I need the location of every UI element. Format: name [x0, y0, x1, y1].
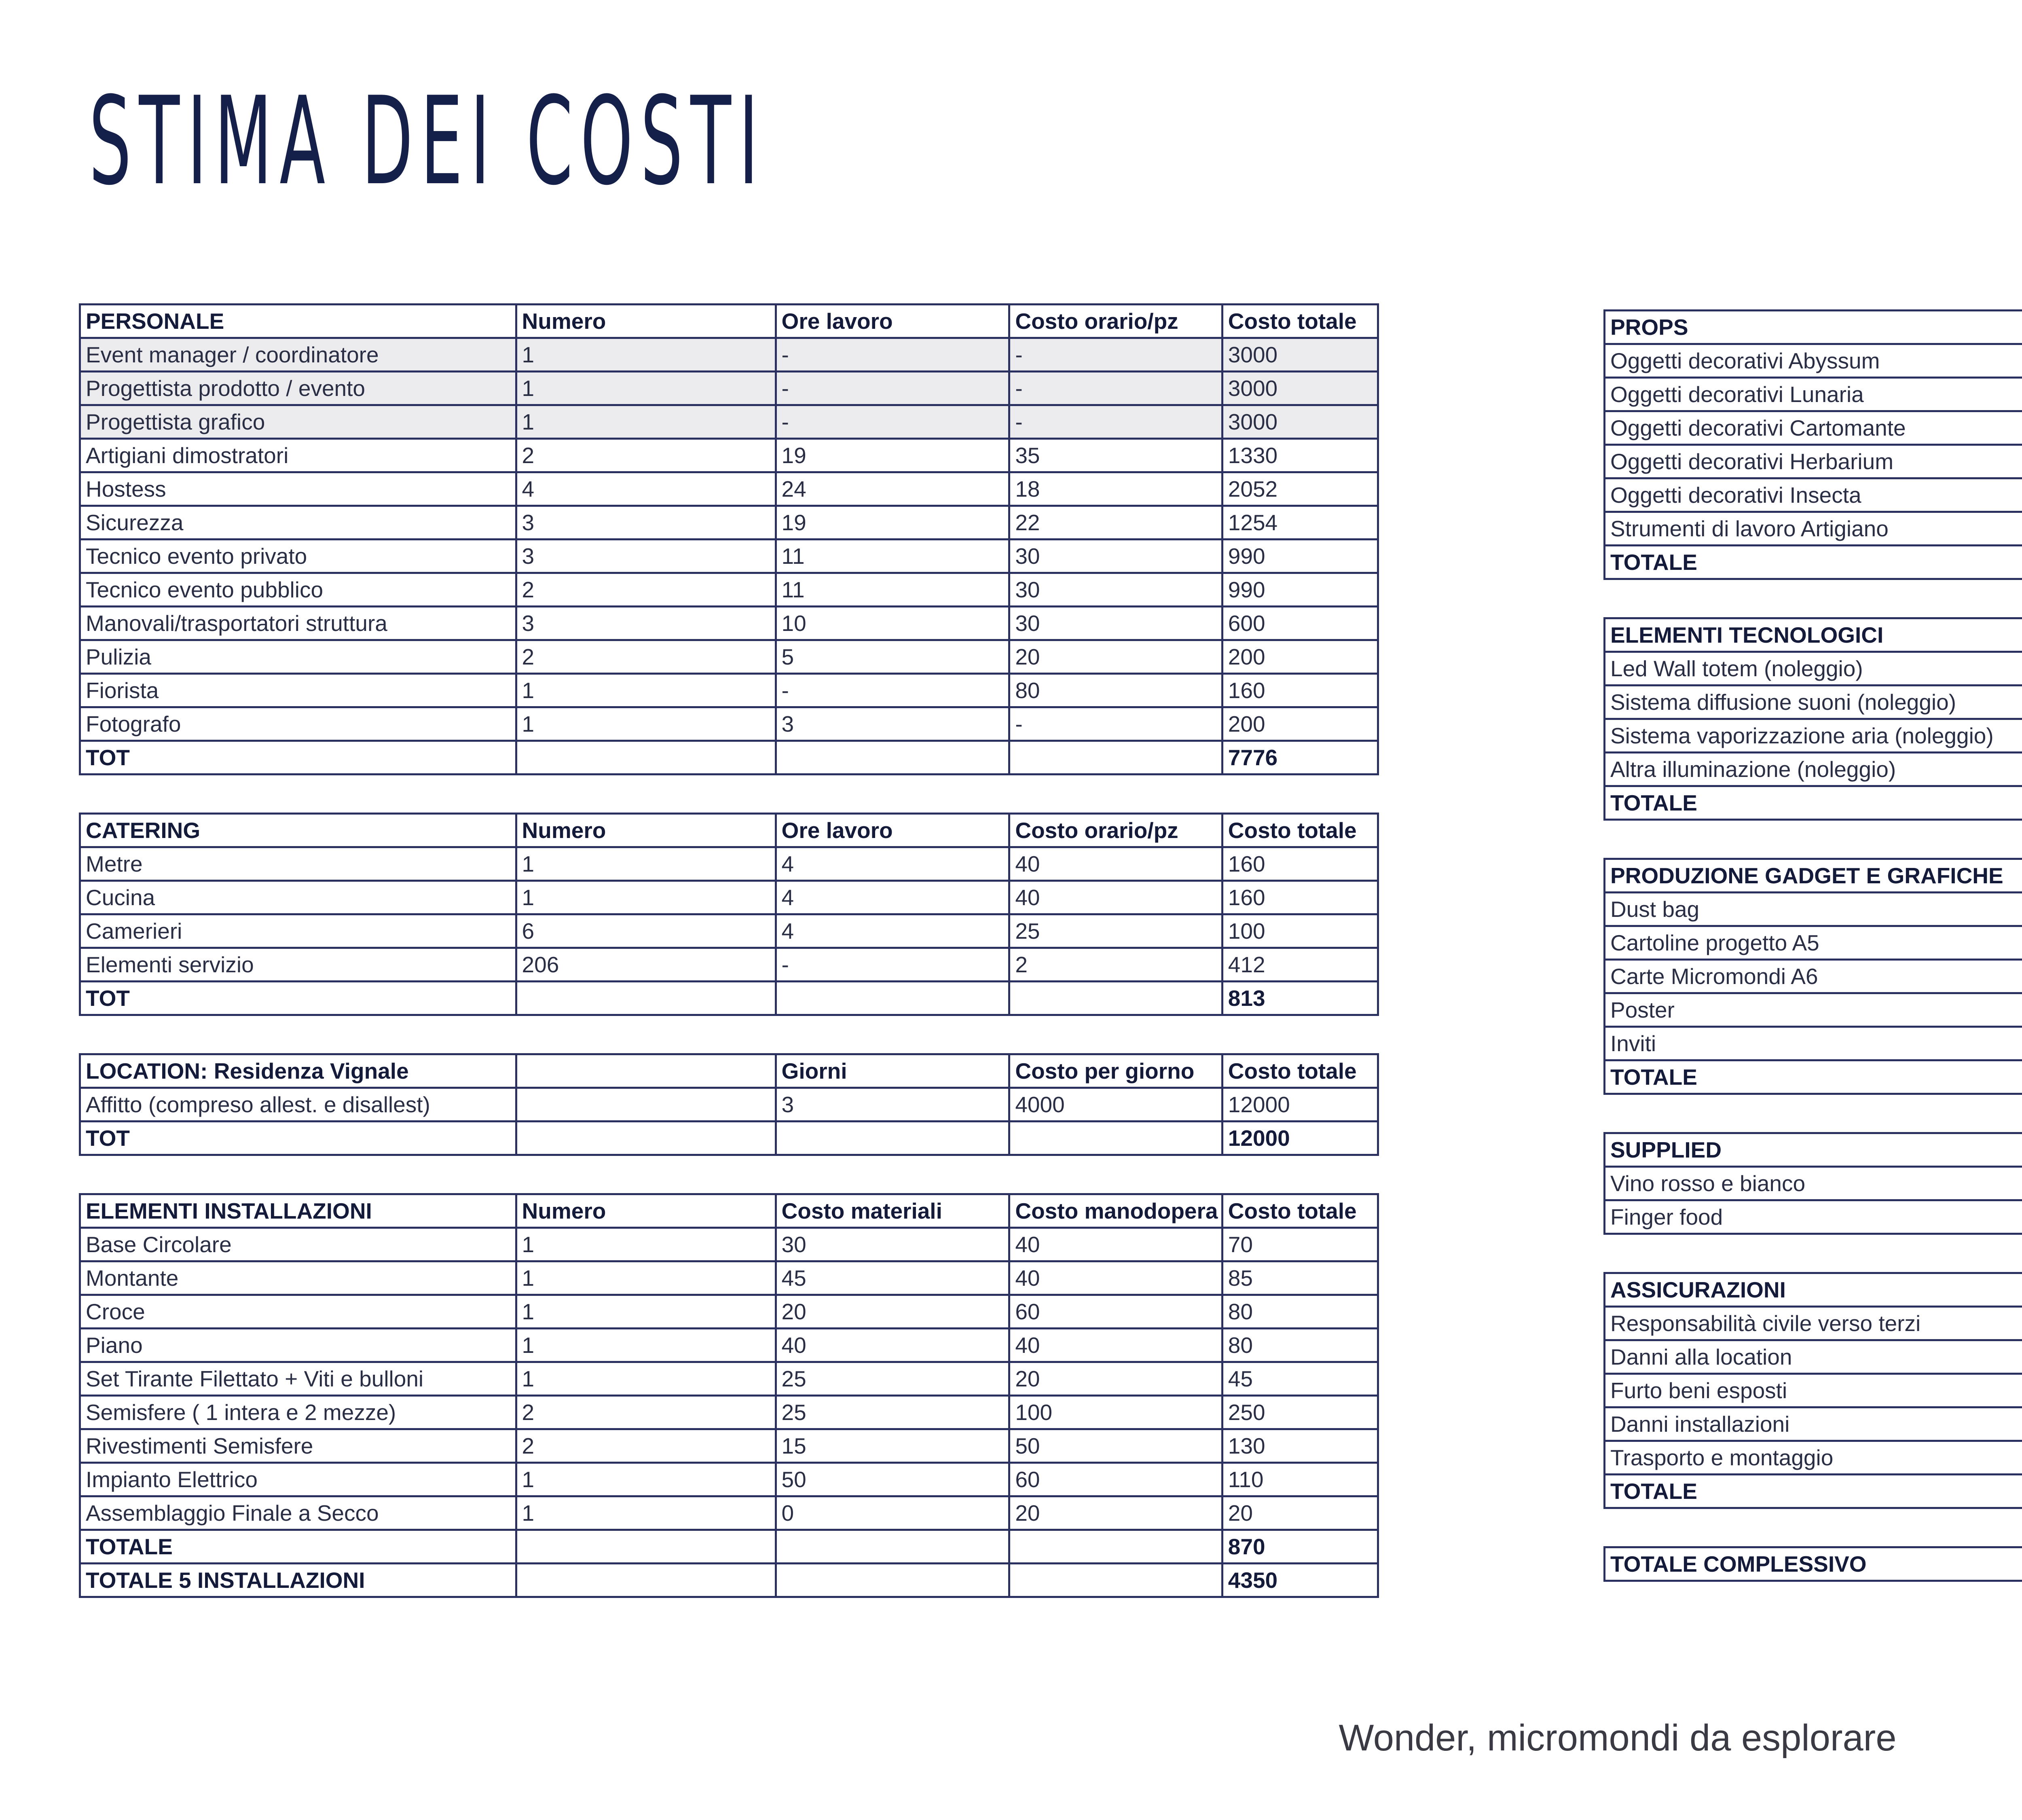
table-row [80, 338, 1378, 372]
table-cell: 4000 [1009, 1088, 1222, 1122]
table-cell: 4 [776, 914, 1009, 948]
table-cell: 3000 [1222, 372, 1378, 405]
table-cell [1009, 982, 1222, 1015]
table-cell: Costo orario/pz [1009, 305, 1222, 338]
table-header-row [1605, 618, 2022, 652]
table-cell [776, 982, 1009, 1015]
table-header-row [1605, 859, 2022, 893]
table-row [1605, 1340, 2022, 1374]
table-row [1605, 1200, 2022, 1234]
table-catering [79, 813, 1379, 1016]
table-cell: 3 [516, 540, 776, 573]
table-row [80, 1228, 1378, 1261]
table-row [80, 1396, 1378, 1429]
table-cell: 4 [516, 472, 776, 506]
table-cell: Elementi servizio [80, 948, 516, 982]
table-row [80, 707, 1378, 741]
table-gadget [1603, 858, 2022, 1095]
table-cell: 1 [516, 405, 776, 439]
table-row [80, 1329, 1378, 1362]
table-row [80, 573, 1378, 607]
table-cell: 24 [776, 472, 1009, 506]
table-row [80, 1088, 1378, 1122]
table-cell: PERSONALE [80, 305, 516, 338]
table-cell: 990 [1222, 573, 1378, 607]
table-cell: 200 [1222, 707, 1378, 741]
table-row [80, 914, 1378, 948]
table-cell: 1 [516, 1362, 776, 1396]
table-cell: 160 [1222, 674, 1378, 707]
table-cell: Camerieri [80, 914, 516, 948]
table-cell: 1 [516, 881, 776, 914]
table-cell: 2 [516, 1396, 776, 1429]
table-row [1605, 411, 2022, 445]
table-cell: Metre [80, 847, 516, 881]
table-cell: Oggetti decorativi Abyssum [1605, 344, 2022, 378]
table-row [80, 439, 1378, 472]
table-cell: 12000 [1222, 1088, 1378, 1122]
table-cell [516, 1122, 776, 1155]
table-cell: Cucina [80, 881, 516, 914]
table-row [80, 1463, 1378, 1496]
table-cell: 20 [1009, 1362, 1222, 1396]
table-cell: Rivestimenti Semisfere [80, 1429, 516, 1463]
table-cell [516, 1088, 776, 1122]
table-cell: 11 [776, 573, 1009, 607]
table-cell: TOTALE [1605, 546, 2022, 579]
table-cell: 1 [516, 1329, 776, 1362]
table-cell: 30 [776, 1228, 1009, 1261]
table-cell: Vino rosso e bianco [1605, 1167, 2022, 1200]
table-row [1605, 993, 2022, 1027]
table-cell [1009, 1530, 1222, 1564]
table-cell: ELEMENTI TECNOLOGICI [1605, 618, 2022, 652]
table-cell: 1 [516, 1463, 776, 1496]
table-cell: 25 [776, 1396, 1009, 1429]
table-row [80, 881, 1378, 914]
table-row [80, 607, 1378, 640]
table-totale-complessivo [1603, 1546, 2022, 1582]
table-cell: 19 [776, 506, 1009, 540]
table-cell: TOTALE [1605, 1475, 2022, 1508]
table-cell: 80 [1222, 1295, 1378, 1329]
table-cell: 22 [1009, 506, 1222, 540]
table-cell: Hostess [80, 472, 516, 506]
table-cell: Costo totale [1222, 814, 1378, 847]
table-cell: 200 [1222, 640, 1378, 674]
table-cell [516, 1054, 776, 1088]
table-cell: 250 [1222, 1396, 1378, 1429]
table-cell: Sicurezza [80, 506, 516, 540]
table-cell: 3 [516, 506, 776, 540]
table-cell: - [1009, 338, 1222, 372]
table-row [1605, 960, 2022, 993]
table-cell: 2 [516, 573, 776, 607]
table-cell: Croce [80, 1295, 516, 1329]
table-cell: Pulizia [80, 640, 516, 674]
table-row [1605, 512, 2022, 546]
table-row [1605, 719, 2022, 753]
table-cell: 60 [1009, 1463, 1222, 1496]
table-cell: 4 [776, 881, 1009, 914]
table-cell: Altra illuminazione (noleggio) [1605, 753, 2022, 786]
table-cell: ASSICURAZIONI [1605, 1273, 2022, 1307]
table-cell: 25 [776, 1362, 1009, 1396]
table-cell: 40 [1009, 1329, 1222, 1362]
table-cell: 160 [1222, 881, 1378, 914]
table-cell: 2 [516, 439, 776, 472]
table-cell [516, 982, 776, 1015]
table-cell: Semisfere ( 1 intera e 2 mezze) [80, 1396, 516, 1429]
table-row [1605, 686, 2022, 719]
table-cell: TOT [80, 982, 516, 1015]
right-column [1603, 309, 2022, 1619]
table-cell: 2 [1009, 948, 1222, 982]
table-header-row [80, 1054, 1378, 1088]
table-cell: 80 [1009, 674, 1222, 707]
table-row [80, 405, 1378, 439]
table-header-row [1605, 1133, 2022, 1167]
table-cell: 206 [516, 948, 776, 982]
table-cell: 990 [1222, 540, 1378, 573]
table-cell: Danni installazioni [1605, 1407, 2022, 1441]
table-cell: 30 [1009, 540, 1222, 573]
table-cell: Affitto (compreso allest. e disallest) [80, 1088, 516, 1122]
table-header-row [1605, 1273, 2022, 1307]
table-row [80, 847, 1378, 881]
table-row [1605, 1374, 2022, 1407]
table-header-row [80, 814, 1378, 847]
table-cell: 1 [516, 1228, 776, 1261]
table-cell: 4350 [1222, 1564, 1378, 1597]
table-cell: Danni alla location [1605, 1340, 2022, 1374]
table-row [80, 472, 1378, 506]
table-tecnologici [1603, 617, 2022, 821]
table-installazioni [79, 1193, 1379, 1598]
table-location [79, 1053, 1379, 1156]
table-cell: TOT [80, 1122, 516, 1155]
table-cell: Sistema vaporizzazione aria (noleggio) [1605, 719, 2022, 753]
table-cell: 600 [1222, 607, 1378, 640]
table-cell: Impianto Elettrico [80, 1463, 516, 1496]
table-cell: - [776, 338, 1009, 372]
table-cell: 12000 [1222, 1122, 1378, 1155]
table-cell: 50 [776, 1463, 1009, 1496]
table-row [1605, 344, 2022, 378]
table-row [1605, 378, 2022, 411]
table-row [1605, 652, 2022, 686]
table-cell: 20 [776, 1295, 1009, 1329]
table-cell: Led Wall totem (noleggio) [1605, 652, 2022, 686]
table-cell: 40 [1009, 881, 1222, 914]
table-cell: Tecnico evento privato [80, 540, 516, 573]
table-cell: Cartoline progetto A5 [1605, 926, 2022, 960]
table-cell: Costo orario/pz [1009, 814, 1222, 847]
table-row [80, 1362, 1378, 1396]
table-cell: 4 [776, 847, 1009, 881]
table-row [1605, 926, 2022, 960]
table-cell: Carte Micromondi A6 [1605, 960, 2022, 993]
table-total-row [1605, 1475, 2022, 1508]
table-cell: 20 [1009, 640, 1222, 674]
table-cell: ELEMENTI INSTALLAZIONI [80, 1194, 516, 1228]
table-cell: 11 [776, 540, 1009, 573]
table-cell: Fiorista [80, 674, 516, 707]
table-cell: Base Circolare [80, 1228, 516, 1261]
table-header-row [80, 1194, 1378, 1228]
table-cell [776, 1564, 1009, 1597]
page-title: STIMA DEI COSTI [89, 71, 766, 212]
table-cell: 3 [776, 707, 1009, 741]
table-row [1605, 1307, 2022, 1340]
table-row [1605, 1027, 2022, 1060]
table-cell [516, 1530, 776, 1564]
table-cell: PROPS [1605, 311, 2022, 344]
table-cell: 70 [1222, 1228, 1378, 1261]
table-cell: 160 [1222, 847, 1378, 881]
table-cell: 3000 [1222, 338, 1378, 372]
table-assicurazioni [1603, 1272, 2022, 1509]
table-cell [1009, 1564, 1222, 1597]
table-cell: 2 [516, 640, 776, 674]
table-cell: 40 [1009, 847, 1222, 881]
table-cell: - [1009, 405, 1222, 439]
table-row [80, 506, 1378, 540]
table-cell: Giorni [776, 1054, 1009, 1088]
table-total-row [80, 1564, 1378, 1597]
table-cell: TOT [80, 741, 516, 775]
table-cell: 25 [1009, 914, 1222, 948]
table-row [80, 1261, 1378, 1295]
table-cell: 6 [516, 914, 776, 948]
table-cell: 2 [516, 1429, 776, 1463]
table-cell: CATERING [80, 814, 516, 847]
table-personale [79, 303, 1379, 775]
table-row [1605, 1441, 2022, 1475]
table-row [1605, 478, 2022, 512]
table-cell: - [776, 948, 1009, 982]
table-cell: TOTALE 5 INSTALLAZIONI [80, 1564, 516, 1597]
table-cell: Artigiani dimostratori [80, 439, 516, 472]
table-cell: 1 [516, 1261, 776, 1295]
table-cell: Costo totale [1222, 305, 1378, 338]
table-cell: SUPPLIED [1605, 1133, 2022, 1167]
table-cell: 85 [1222, 1261, 1378, 1295]
table-cell: Sistema diffusione suoni (noleggio) [1605, 686, 2022, 719]
table-cell [1009, 741, 1222, 775]
table-cell: 1 [516, 674, 776, 707]
table-cell: 7776 [1222, 741, 1378, 775]
table-row [80, 372, 1378, 405]
table-cell: Furto beni esposti [1605, 1374, 2022, 1407]
table-cell: Inviti [1605, 1027, 2022, 1060]
table-cell: 3 [516, 607, 776, 640]
table-cell: Oggetti decorativi Insecta [1605, 478, 2022, 512]
table-row [80, 640, 1378, 674]
table-cell: 80 [1222, 1329, 1378, 1362]
table-cell: 50 [1009, 1429, 1222, 1463]
table-cell: 45 [1222, 1362, 1378, 1396]
table-cell: 40 [776, 1329, 1009, 1362]
table-cell: 3 [776, 1088, 1009, 1122]
table-cell: 110 [1222, 1463, 1378, 1496]
table-cell: LOCATION: Residenza Vignale [80, 1054, 516, 1088]
table-cell: Responsabilità civile verso terzi [1605, 1307, 2022, 1340]
table-cell: Ore lavoro [776, 814, 1009, 847]
table-cell: 0 [776, 1496, 1009, 1530]
table-cell: Trasporto e montaggio [1605, 1441, 2022, 1475]
table-cell [516, 741, 776, 775]
table-cell: Fotografo [80, 707, 516, 741]
table-cell: 30 [1009, 573, 1222, 607]
table-cell: 1 [516, 1295, 776, 1329]
table-cell: 40 [1009, 1228, 1222, 1261]
table-cell: Progettista grafico [80, 405, 516, 439]
table-cell: 1 [516, 707, 776, 741]
table-cell: Event manager / coordinatore [80, 338, 516, 372]
table-props [1603, 309, 2022, 580]
table-cell: Manovali/trasportatori struttura [80, 607, 516, 640]
table-cell: Numero [516, 1194, 776, 1228]
table-cell: 30 [1009, 607, 1222, 640]
table-cell: Piano [80, 1329, 516, 1362]
table-cell: 870 [1222, 1530, 1378, 1564]
table-cell: 40 [1009, 1261, 1222, 1295]
table-row [80, 1429, 1378, 1463]
table-cell: Poster [1605, 993, 2022, 1027]
table-cell: 1254 [1222, 506, 1378, 540]
table-cell: Costo per giorno [1009, 1054, 1222, 1088]
table-cell: 1 [516, 338, 776, 372]
table-cell: Montante [80, 1261, 516, 1295]
table-cell: 15 [776, 1429, 1009, 1463]
table-cell: 813 [1222, 982, 1378, 1015]
table-cell: 1330 [1222, 439, 1378, 472]
table-cell: - [776, 372, 1009, 405]
table-cell: Oggetti decorativi Herbarium [1605, 445, 2022, 478]
table-cell: Costo totale [1222, 1054, 1378, 1088]
table-cell: - [1009, 372, 1222, 405]
table-supplied [1603, 1132, 2022, 1235]
table-row [80, 1496, 1378, 1530]
table-row [1605, 1407, 2022, 1441]
table-total-row [1605, 1547, 2022, 1581]
table-row [80, 674, 1378, 707]
table-cell: Numero [516, 814, 776, 847]
table-row [80, 948, 1378, 982]
table-cell: TOTALE COMPLESSIVO [1605, 1547, 2022, 1581]
table-cell: Finger food [1605, 1200, 2022, 1234]
table-cell: 45 [776, 1261, 1009, 1295]
table-cell: 130 [1222, 1429, 1378, 1463]
table-cell: 3000 [1222, 405, 1378, 439]
footer-tagline: Wonder, micromondi da esplorare [1339, 1717, 1897, 1759]
table-cell [776, 741, 1009, 775]
table-cell: - [776, 405, 1009, 439]
table-cell: 60 [1009, 1295, 1222, 1329]
table-cell: Oggetti decorativi Cartomante [1605, 411, 2022, 445]
table-cell: Numero [516, 305, 776, 338]
table-cell: 35 [1009, 439, 1222, 472]
table-cell: Costo materiali [776, 1194, 1009, 1228]
table-cell: Oggetti decorativi Lunaria [1605, 378, 2022, 411]
table-total-row [1605, 786, 2022, 820]
table-cell: TOTALE [80, 1530, 516, 1564]
table-cell [1009, 1122, 1222, 1155]
table-total-row [80, 982, 1378, 1015]
table-cell: Assemblaggio Finale a Secco [80, 1496, 516, 1530]
table-cell: Ore lavoro [776, 305, 1009, 338]
table-total-row [1605, 546, 2022, 579]
table-row [80, 1295, 1378, 1329]
table-cell: Tecnico evento pubblico [80, 573, 516, 607]
table-cell: TOTALE [1605, 786, 2022, 820]
table-header-row [80, 305, 1378, 338]
table-cell: - [776, 674, 1009, 707]
table-cell: 20 [1009, 1496, 1222, 1530]
table-cell: 1 [516, 372, 776, 405]
table-total-row [80, 1122, 1378, 1155]
table-cell: - [1009, 707, 1222, 741]
table-cell: PRODUZIONE GADGET E GRAFICHE [1605, 859, 2022, 893]
table-cell: 412 [1222, 948, 1378, 982]
table-cell: 1 [516, 847, 776, 881]
table-header-row [1605, 311, 2022, 344]
table-cell: 100 [1222, 914, 1378, 948]
table-total-row [80, 1530, 1378, 1564]
table-cell: 19 [776, 439, 1009, 472]
table-total-row [80, 741, 1378, 775]
table-row [1605, 753, 2022, 786]
table-cell [516, 1564, 776, 1597]
left-column [79, 303, 1379, 1635]
table-cell [776, 1122, 1009, 1155]
table-cell: Costo totale [1222, 1194, 1378, 1228]
table-row [80, 540, 1378, 573]
table-cell: Progettista prodotto / evento [80, 372, 516, 405]
table-cell: 18 [1009, 472, 1222, 506]
table-cell: Dust bag [1605, 893, 2022, 926]
table-cell [776, 1530, 1009, 1564]
table-cell: 5 [776, 640, 1009, 674]
table-row [1605, 1167, 2022, 1200]
table-cell: 2052 [1222, 472, 1378, 506]
table-cell: Costo manodopera [1009, 1194, 1222, 1228]
table-cell: Set Tirante Filettato + Viti e bulloni [80, 1362, 516, 1396]
table-cell: 1 [516, 1496, 776, 1530]
table-row [1605, 445, 2022, 478]
table-cell: 20 [1222, 1496, 1378, 1530]
table-row [1605, 893, 2022, 926]
table-cell: TOTALE [1605, 1060, 2022, 1094]
table-cell: Strumenti di lavoro Artigiano [1605, 512, 2022, 546]
table-cell: 10 [776, 607, 1009, 640]
table-cell: 100 [1009, 1396, 1222, 1429]
table-total-row [1605, 1060, 2022, 1094]
